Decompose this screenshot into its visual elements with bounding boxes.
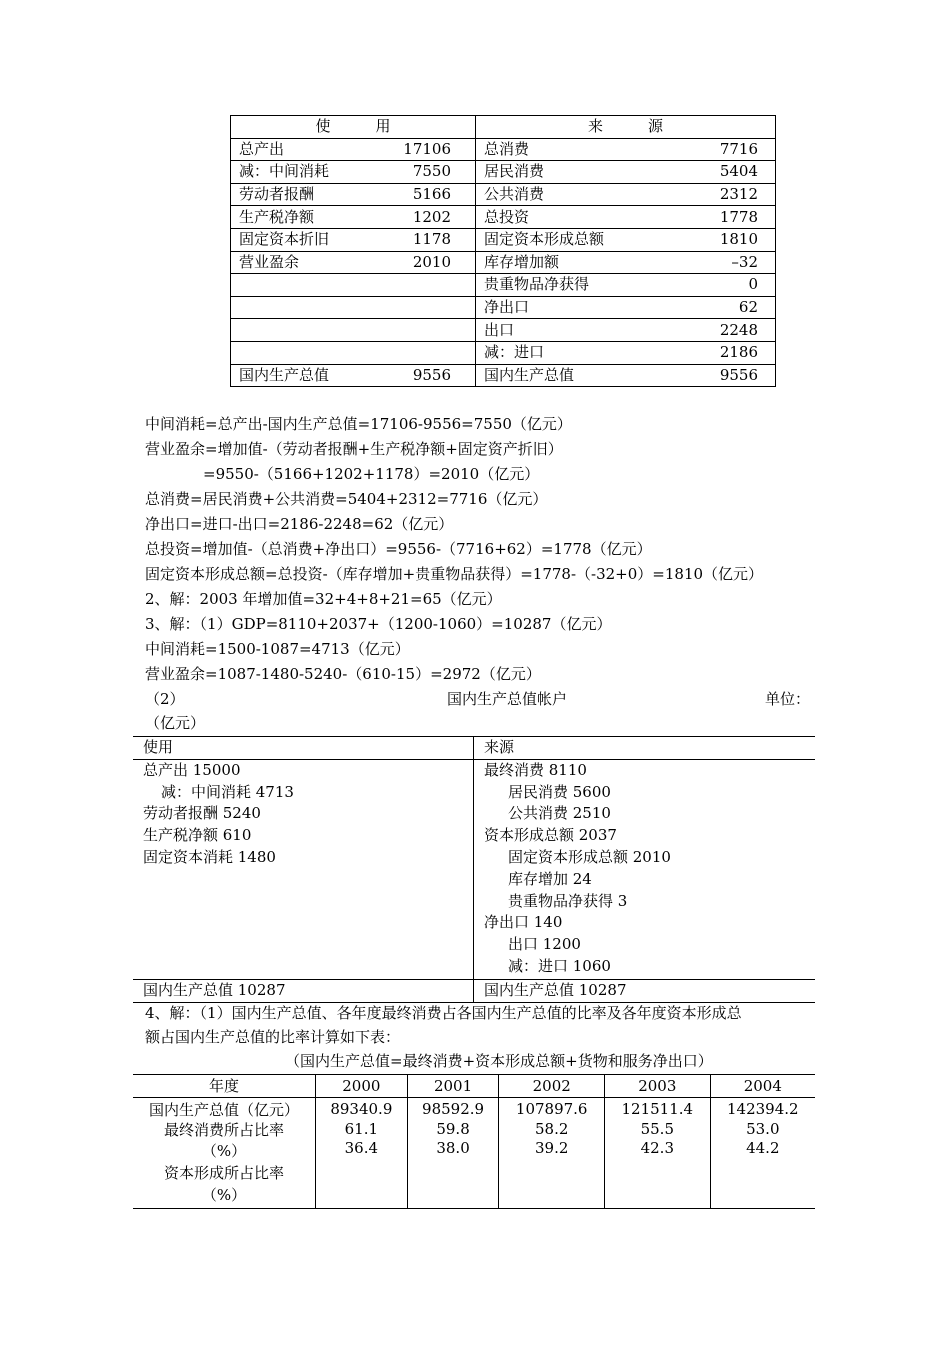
year-data-cell [407, 1098, 499, 1209]
source-value: 1778 [719, 207, 758, 226]
use-item: 劳动者报酬 5240 [143, 804, 261, 823]
use-item: 固定资本消耗 1480 [143, 847, 276, 866]
capital-ratio: 42.3 [640, 1139, 674, 1157]
row-labels: 国内生产总值（亿元） 最终消费所占比率 （%） 资本形成所占比率 （%） [133, 1098, 316, 1209]
source-label: 库存增加额 [484, 252, 560, 271]
use-label: 营业盈余 [239, 252, 300, 271]
use-item: 生产税净额 610 [143, 826, 252, 845]
source-cell [476, 319, 776, 342]
source-label: 贵重物品净获得 [484, 275, 590, 294]
use-cell [231, 251, 476, 274]
capital-ratio: 38.0 [436, 1139, 470, 1157]
source-item: 固定资本形成总额 2010 [508, 847, 671, 866]
year-cell: 2002 [499, 1075, 605, 1098]
use-items [133, 759, 474, 979]
source-label: 净出口 [484, 298, 530, 317]
source-value: 62 [738, 298, 758, 317]
source-item: 资本形成总额 2037 [484, 826, 617, 845]
source-label: 居民消费 [484, 162, 545, 181]
year-header-row [133, 1075, 815, 1098]
table-row [231, 183, 776, 206]
use-cell [231, 319, 476, 342]
source-value: 2312 [719, 185, 758, 204]
source-cell [476, 274, 776, 297]
consumption-ratio: 58.2 [535, 1119, 569, 1138]
header-source: 来 源 [476, 116, 776, 139]
unit-value: （亿元） [145, 714, 206, 732]
production-account-table [230, 115, 776, 387]
source-value: 2248 [719, 320, 758, 339]
use-cell [231, 274, 476, 297]
use-cell [231, 138, 476, 161]
data-row [133, 1098, 815, 1209]
source-label: 减：进口 [484, 343, 545, 362]
text-line: 3、解：（1）GDP=8110+2037+（1200-1060）=10287（亿元） [145, 615, 612, 633]
consumption-ratio: 55.5 [640, 1119, 674, 1138]
text-line: 总投资=增加值-（总消费+净出口）=9556-（7716+62）=1778（亿元） [145, 540, 652, 558]
table-row [231, 341, 776, 364]
source-cell [476, 296, 776, 319]
text-line: 营业盈余=增加值-（劳动者报酬+生产税净额+固定资产折旧） [145, 440, 563, 458]
source-cell [476, 228, 776, 251]
use-value: 9556 [412, 365, 451, 384]
table-row [231, 274, 776, 297]
source-label: 总投资 [484, 207, 530, 226]
source-value: 9556 [719, 365, 758, 384]
source-value: 2186 [719, 343, 758, 362]
use-cell [231, 161, 476, 184]
consumption-ratio: 59.8 [436, 1119, 470, 1138]
consumption-ratio: 53.0 [746, 1119, 780, 1138]
use-value: 1202 [412, 207, 451, 226]
source-cell [476, 161, 776, 184]
text-line: 中间消耗=1500-1087=4713（亿元） [145, 640, 410, 658]
year-data-cell [499, 1098, 605, 1209]
source-label: 公共消费 [484, 185, 545, 204]
year-header: 年度 [133, 1075, 316, 1098]
text-line: 4、解：（1）国内生产总值、各年度最终消费占各国内生产总值的比率及各年度资本形成总 [145, 1004, 742, 1022]
table-row [231, 161, 776, 184]
text-line: 2、解：2003 年增加值=32+4+8+21=65（亿元） [145, 590, 502, 608]
source-item: 居民消费 5600 [508, 782, 611, 801]
source-cell [476, 251, 776, 274]
unit-label: 单位： [765, 690, 811, 708]
gdp-value: 121511.4 [621, 1100, 694, 1118]
table-row [231, 228, 776, 251]
section-number: （2） [145, 690, 185, 708]
source-value: 1810 [719, 230, 758, 249]
source-cell [476, 138, 776, 161]
header-use: 使 用 [231, 116, 476, 139]
use-label: 生产税净额 [239, 207, 315, 226]
use-value: 17106 [403, 139, 451, 158]
source-item: 减：进口 1060 [508, 956, 611, 975]
table-header-row [133, 737, 815, 760]
use-item: 减：中间消耗 4713 [161, 782, 294, 801]
use-item: 总产出 15000 [143, 760, 241, 779]
ratio-table [133, 1074, 815, 1209]
gdp-value: 107897.6 [515, 1100, 588, 1118]
use-cell [231, 183, 476, 206]
source-item: 公共消费 2510 [508, 804, 611, 823]
year-data-cell [605, 1098, 711, 1209]
use-label: 总产出 [239, 139, 285, 158]
gdp-value: 89340.9 [330, 1100, 393, 1118]
gdp-value: 98592.9 [422, 1100, 485, 1118]
source-item: 库存增加 24 [508, 869, 592, 888]
capital-ratio: 44.2 [746, 1139, 780, 1157]
year-data-cell [710, 1098, 815, 1209]
header-source: 来源 [474, 737, 816, 760]
source-label: 国内生产总值 [484, 365, 575, 384]
use-value: 2010 [412, 252, 451, 271]
table-row [231, 206, 776, 229]
consumption-ratio: 61.1 [344, 1119, 379, 1138]
year-cell: 2003 [605, 1075, 711, 1098]
table-row [231, 319, 776, 342]
text-line: 中间消耗=总产出-国内生产总值=17106-9556=7550（亿元） [145, 415, 572, 433]
gdp-account-table [133, 736, 815, 1003]
source-items [474, 759, 816, 979]
text-line: =9550-（5166+1202+1178）=2010（亿元） [203, 465, 540, 483]
use-value: 1178 [412, 230, 451, 249]
year-cell: 2004 [710, 1075, 815, 1098]
footer-use: 国内生产总值 10287 [133, 979, 474, 1002]
year-cell: 2000 [316, 1075, 408, 1098]
text-line: 营业盈余=1087-1480-5240-（610-15）=2972（亿元） [145, 665, 541, 683]
use-cell [231, 364, 476, 387]
use-cell [231, 206, 476, 229]
table-header-row [231, 116, 776, 139]
capital-ratio: 39.2 [535, 1139, 569, 1157]
text-line: 固定资本形成总额=总投资-（库存增加+贵重物品获得）=1778-（-32+0）=1810（亿元） [145, 565, 764, 583]
source-label: 固定资本形成总额 [484, 230, 605, 249]
year-cell: 2001 [407, 1075, 499, 1098]
table-row [231, 138, 776, 161]
use-value: 7550 [412, 162, 451, 181]
source-item: 贵重物品净获得 3 [508, 891, 628, 910]
text-line: 总消费=居民消费+公共消费=5404+2312=7716（亿元） [145, 490, 548, 508]
capital-ratio: 36.4 [344, 1139, 379, 1157]
account-title: 国内生产总值帐户 [447, 690, 568, 708]
table-row [231, 251, 776, 274]
footer-source: 国内生产总值 10287 [474, 979, 816, 1002]
source-item: 净出口 140 [484, 913, 563, 932]
table-row [231, 364, 776, 387]
source-value: –32 [731, 252, 758, 271]
text-line: 净出口=进口-出口=2186-2248=62（亿元） [145, 515, 454, 533]
source-value: 0 [748, 275, 758, 294]
table-row [231, 296, 776, 319]
use-cell [231, 296, 476, 319]
table-footer-row [133, 979, 815, 1002]
source-cell [476, 183, 776, 206]
source-cell [476, 341, 776, 364]
use-label: 减：中间消耗 [239, 162, 330, 181]
use-label: 劳动者报酬 [239, 185, 315, 204]
source-cell [476, 364, 776, 387]
source-item: 出口 1200 [508, 935, 581, 954]
use-cell [231, 341, 476, 364]
gdp-value: 142394.2 [727, 1100, 799, 1118]
source-label: 出口 [484, 320, 515, 339]
source-item: 最终消费 8110 [484, 760, 587, 779]
source-label: 总消费 [484, 139, 530, 158]
use-label: 固定资本折旧 [239, 230, 330, 249]
table-body-row [133, 759, 815, 979]
use-cell [231, 228, 476, 251]
source-value: 7716 [719, 139, 758, 158]
use-value: 5166 [412, 185, 451, 204]
text-line: 额占国内生产总值的比率计算如下表： [145, 1028, 401, 1046]
table-caption: （国内生产总值=最终消费+资本形成总额+货物和服务净出口） [285, 1052, 713, 1070]
source-value: 5404 [719, 162, 758, 181]
use-label: 国内生产总值 [239, 365, 330, 384]
source-cell [476, 206, 776, 229]
year-data-cell [316, 1098, 408, 1209]
header-use: 使用 [133, 737, 474, 760]
